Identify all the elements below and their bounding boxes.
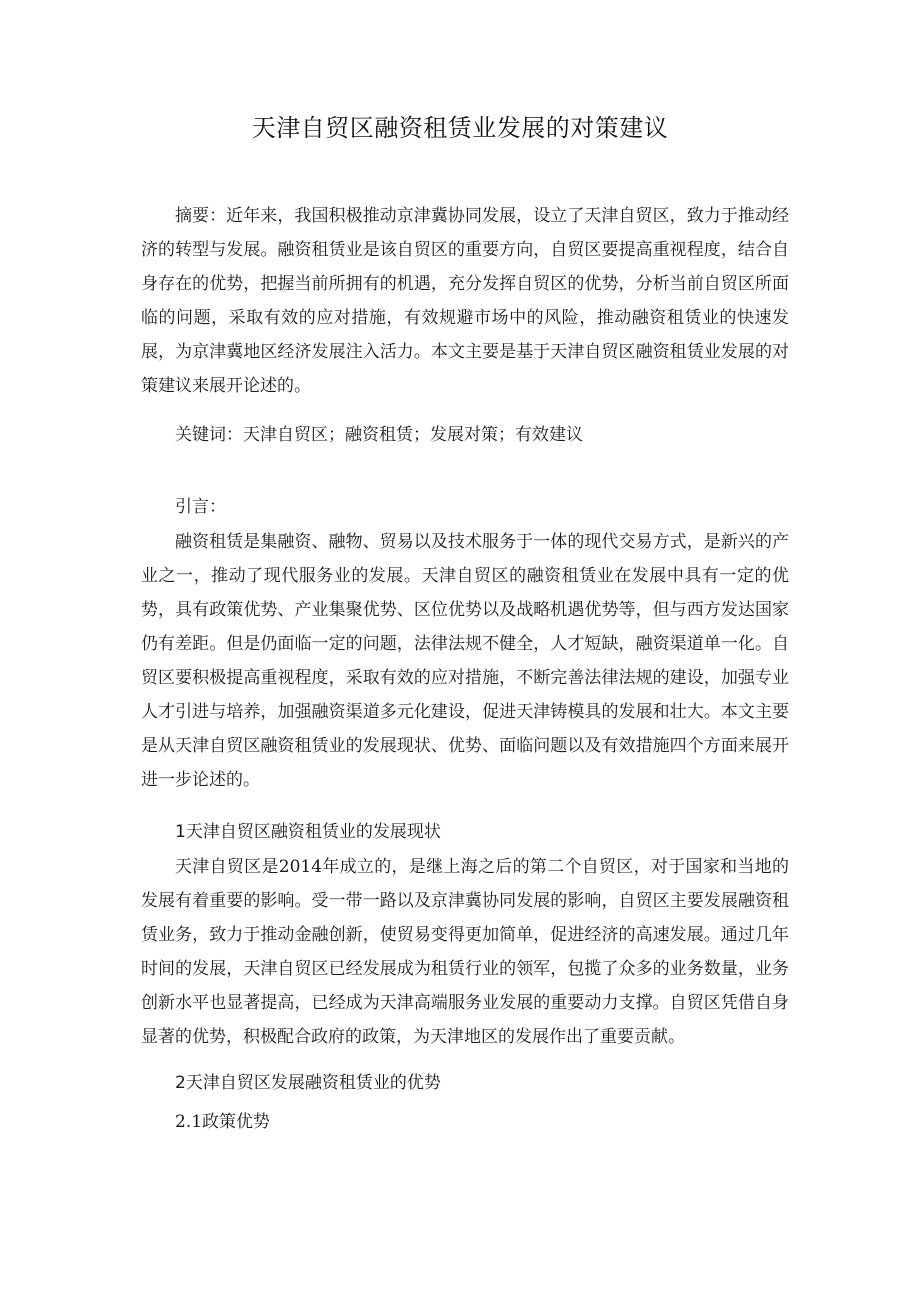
section-2-heading: 2天津自贸区发展融资租赁业的优势 — [175, 1073, 441, 1093]
section-1-paragraph: 天津自贸区是2014年成立的，是继上海之后的第二个自贸区，对于国家和当地的发展有着重要的影响。受一带一路以及京津冀协同发展的影响，自贸区主要发展融资租赁业务，致力于推动金融创新，使贸易变得更加简单，促进经济的高速发展。通过几年时间的发展，天津自贸区已经发展成为租赁行业的领军，包揽了众多的业务数量，业务创新水平也显著提高，已经成为天津高端服务业发展的重要动力支撑。自贸区凭借自身显著的优势，积极配合政府的政策，为天津地区的发展作出了重要贡献。 — [141, 857, 789, 1047]
section-1-heading: 1天津自贸区融资租赁业的发展现状 — [175, 822, 441, 842]
abstract-paragraph: 摘要：近年来，我国积极推动京津冀协同发展，设立了天津自贸区，致力于推动经济的转型与发展。融资租赁业是该自贸区的重要方向，自贸区要提高重视程度，结合自身存在的优势，把握当前所拥有的机遇，充分发挥自贸区的优势，分析当前自贸区所面临的问题，采取有效的应对措施，有效规避市场中的风险，推动融资租赁业的快速发展，为京津冀地区经济发展注入活力。本文主要是基于天津自贸区融资租赁业发展的对策建议来展开论述的。 — [141, 206, 789, 396]
intro-label: 引言： — [175, 497, 226, 517]
keywords-line: 关键词：天津自贸区；融资租赁；发展对策；有效建议 — [175, 425, 583, 445]
document-title: 天津自贸区融资租赁业发展的对策建议 — [251, 114, 669, 142]
section-2-1-heading: 2.1政策优势 — [175, 1112, 271, 1132]
intro-paragraph: 融资租赁是集融资、融物、贸易以及技术服务于一体的现代交易方式，是新兴的产业之一，推动了现代服务业的发展。天津自贸区的融资租赁业在发展中具有一定的优势，具有政策优势、产业集聚优势、区位优势以及战略机遇优势等，但与西方发达国家仍有差距。但是仍面临一定的问题，法律法规不健全，人才短缺，融资渠道单一化。自贸区要积极提高重视程度，采取有效的应对措施，不断完善法律法规的建设，加强专业人才引进与培养，加强融资渠道多元化建设，促进天津铸模具的发展和壮大。本文主要是从天津自贸区融资租赁业的发展现状、优势、面临问题以及有效措施四个方面来展开进一步论述的。 — [141, 532, 789, 790]
